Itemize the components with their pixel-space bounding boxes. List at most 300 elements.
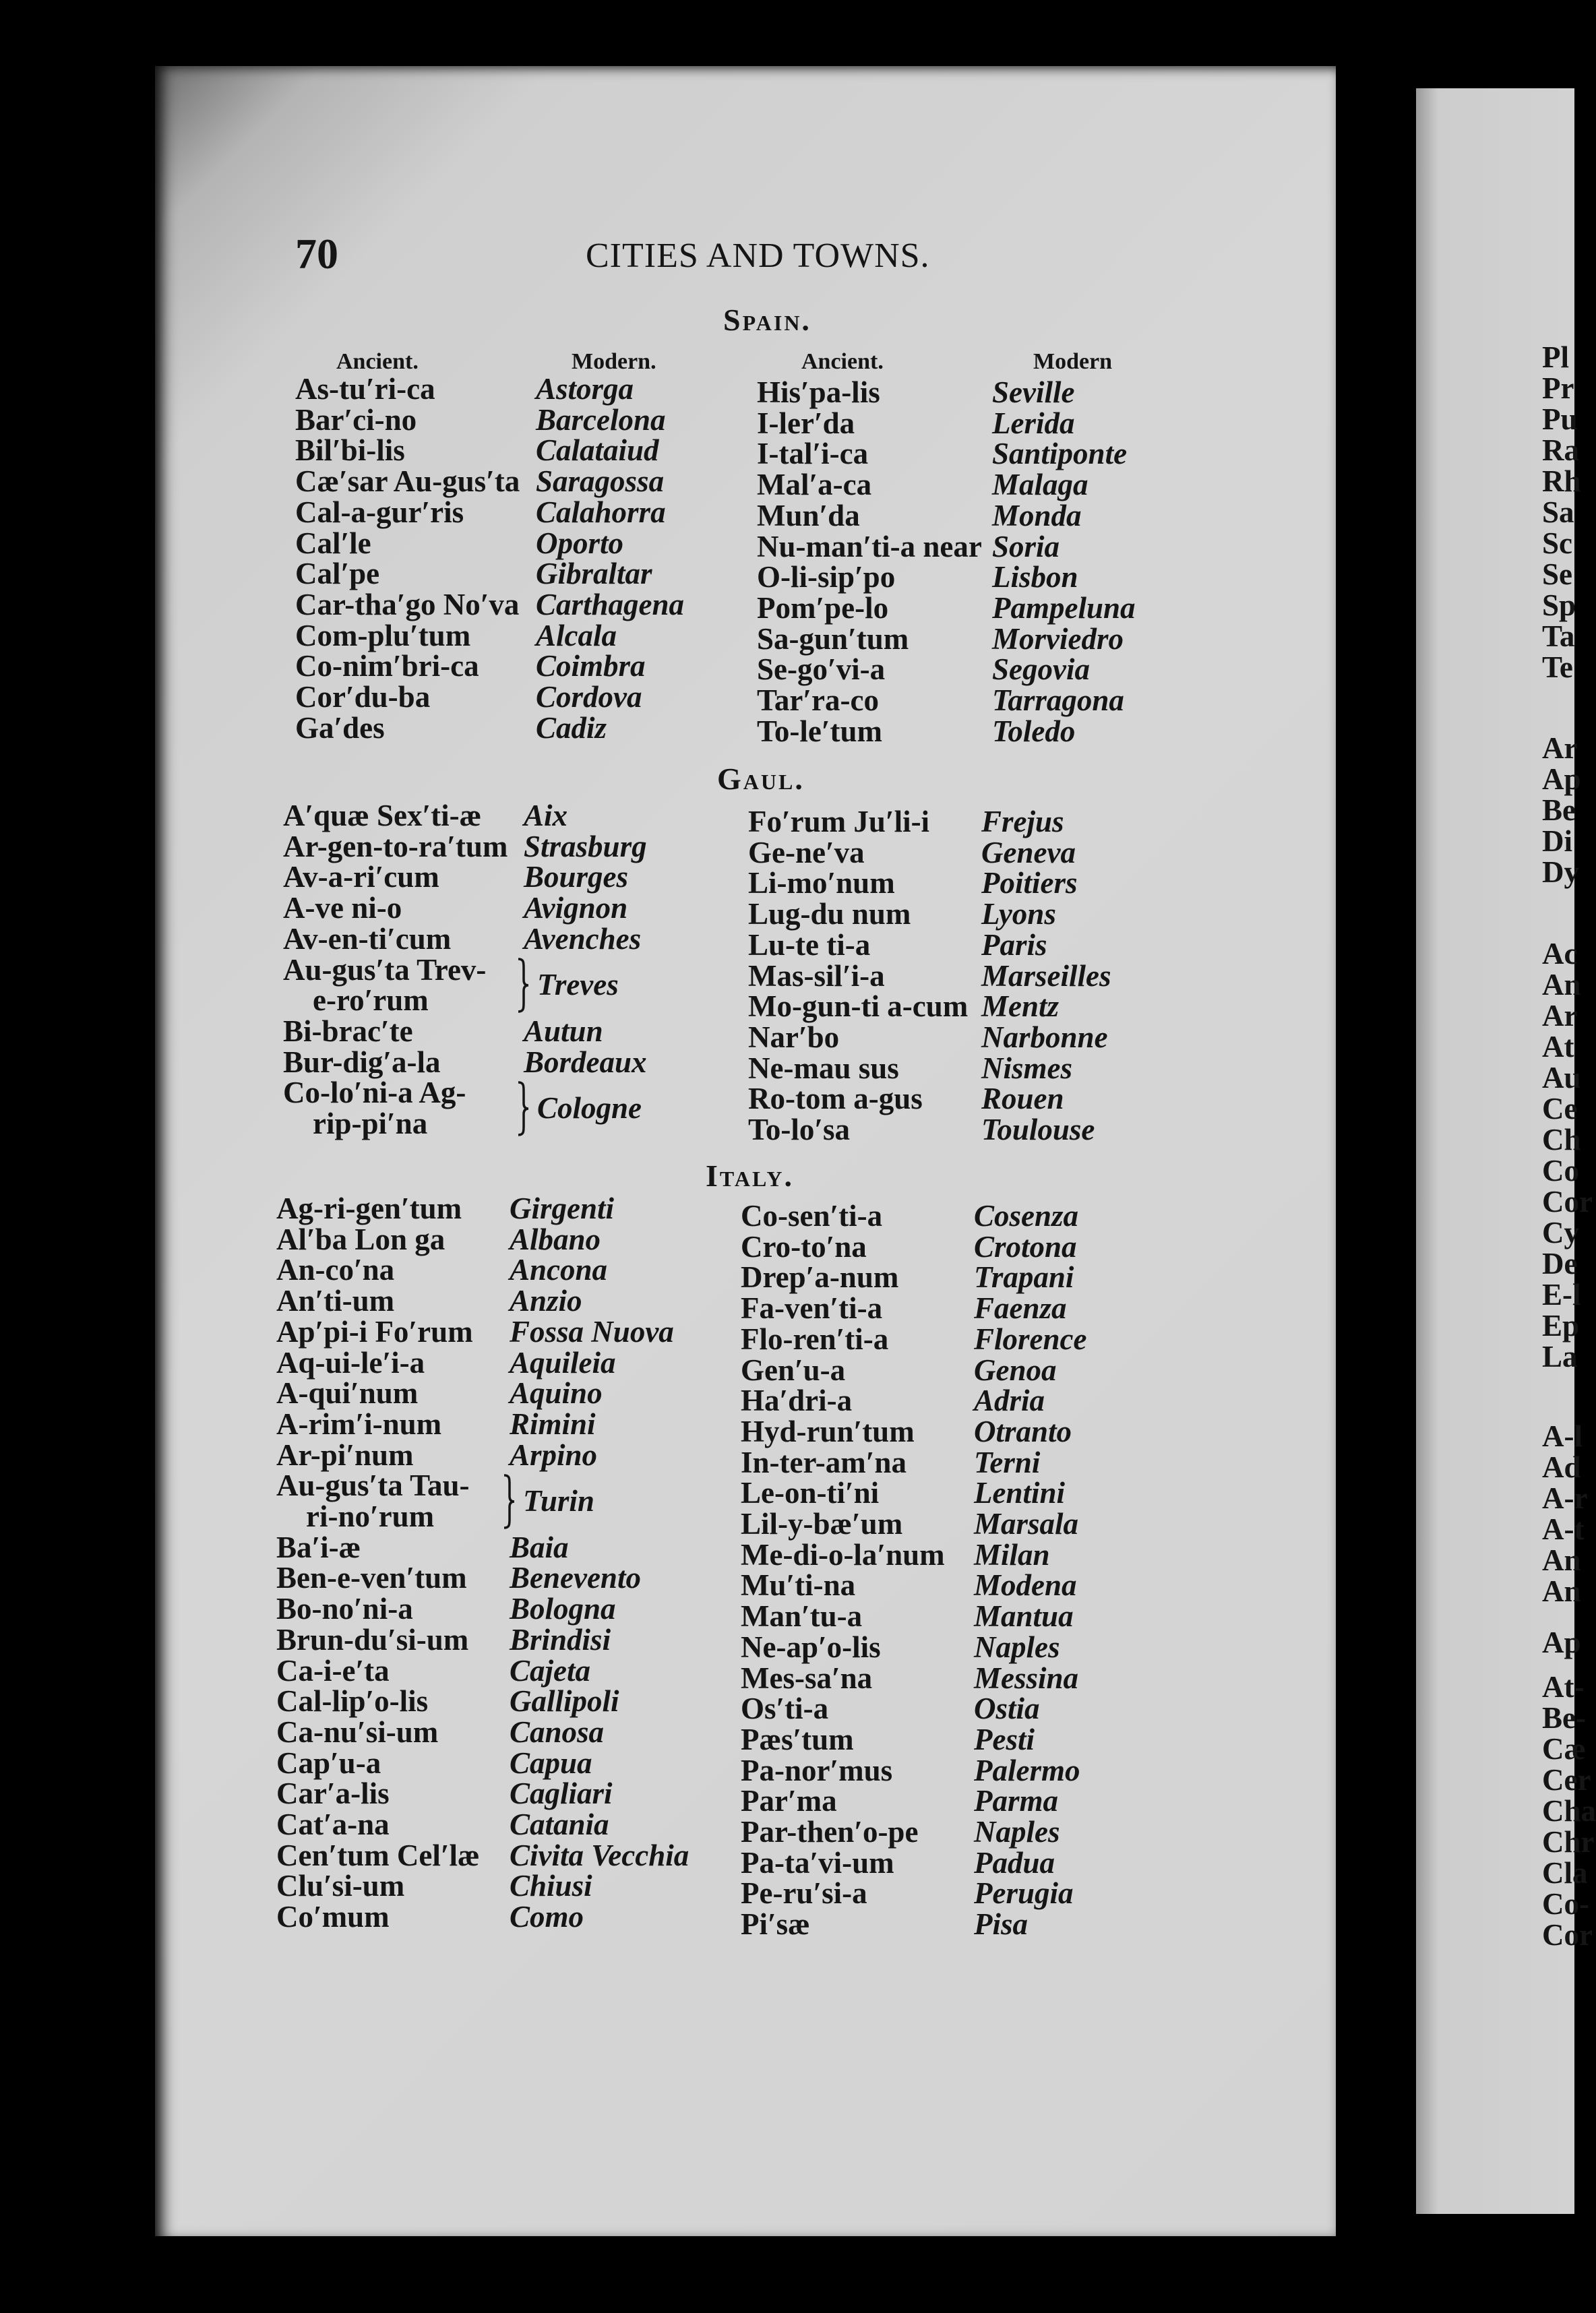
ancient-name: e-ro′rum bbox=[313, 983, 429, 1018]
ancient-cell bbox=[276, 1440, 510, 1471]
ancient-name: Pa-nor′mus bbox=[741, 1753, 893, 1787]
ancient-cell bbox=[741, 1817, 974, 1848]
ancient-name: Ro-tom a-gus bbox=[748, 1082, 923, 1116]
entry-row bbox=[741, 1262, 1086, 1293]
modern-cell bbox=[510, 1286, 582, 1317]
modern-cell bbox=[510, 1810, 609, 1841]
ancient-name: Ba′i-æ bbox=[276, 1530, 361, 1564]
modern-cell bbox=[981, 1084, 1064, 1115]
entry-row bbox=[741, 1478, 1086, 1509]
ancient-cell bbox=[276, 1810, 510, 1841]
ancient-cell bbox=[741, 1722, 974, 1756]
entry-row bbox=[741, 1722, 1086, 1756]
modern-name: Saragossa bbox=[536, 464, 665, 499]
entry-row bbox=[276, 1748, 689, 1779]
facing-page-fragment: Cla bbox=[1542, 1856, 1588, 1890]
modern-cell bbox=[974, 1324, 1086, 1355]
modern-cell bbox=[536, 710, 607, 745]
entry-row bbox=[276, 1594, 689, 1625]
ancient-cell bbox=[757, 377, 992, 408]
modern-cell bbox=[974, 1509, 1078, 1540]
entry-row bbox=[757, 621, 1136, 656]
ancient-cell bbox=[295, 402, 536, 437]
ancient-cell bbox=[295, 710, 536, 745]
modern-name: Genoa bbox=[974, 1353, 1057, 1387]
modern-name: Gallipoli bbox=[510, 1684, 619, 1719]
ancient-cell bbox=[276, 1530, 510, 1564]
entry-row bbox=[276, 1622, 689, 1657]
ancient-cell bbox=[741, 1478, 974, 1509]
modern-cell bbox=[992, 439, 1127, 470]
ancient-cell bbox=[295, 682, 536, 713]
entry-row bbox=[741, 1909, 1086, 1940]
modern-name: Baia bbox=[510, 1530, 569, 1564]
modern-cell bbox=[536, 374, 634, 405]
modern-cell bbox=[992, 377, 1074, 408]
entry-row bbox=[295, 402, 684, 437]
ancient-name: Pa-ta′vi-um bbox=[741, 1845, 894, 1880]
ancient-name: Brun-du′si-um bbox=[276, 1622, 469, 1657]
ancient-cell bbox=[741, 1445, 974, 1479]
modern-cell bbox=[536, 587, 685, 621]
ancient-cell bbox=[276, 1902, 510, 1933]
modern-name: Benevento bbox=[510, 1561, 641, 1595]
modern-cell bbox=[510, 1748, 592, 1779]
entry-row bbox=[295, 587, 685, 621]
ancient-name: A-ve ni-o bbox=[283, 891, 402, 925]
facing-page-fragment: Ta bbox=[1542, 619, 1575, 653]
entry-row bbox=[276, 1345, 689, 1380]
facing-page-group bbox=[1542, 733, 1581, 888]
modern-cell bbox=[524, 829, 647, 863]
entry-row bbox=[741, 1355, 1086, 1386]
ancient-name: Ne-mau sus bbox=[748, 1051, 899, 1085]
ancient-cell bbox=[741, 1537, 974, 1572]
modern-name: Adria bbox=[974, 1384, 1045, 1418]
entry-row bbox=[295, 682, 684, 713]
modern-name: Marsala bbox=[974, 1507, 1079, 1541]
modern-name: Capua bbox=[510, 1746, 592, 1780]
ancient-name: To-lo′sa bbox=[748, 1113, 851, 1147]
entry-row bbox=[276, 1686, 689, 1717]
ancient-name: Co-sen′ti-a bbox=[741, 1199, 883, 1233]
ancient-cell bbox=[276, 1622, 510, 1657]
ancient-name: A-qui′num bbox=[276, 1376, 419, 1411]
modern-name: Seville bbox=[992, 375, 1075, 409]
modern-name: Lentini bbox=[974, 1476, 1066, 1510]
modern-name: Malaga bbox=[992, 468, 1088, 502]
entry-row bbox=[276, 1314, 689, 1349]
entry-row bbox=[741, 1663, 1086, 1694]
ancient-cell bbox=[276, 1717, 510, 1748]
ancient-cell bbox=[757, 590, 992, 625]
facing-page-group bbox=[1542, 938, 1593, 1372]
facing-page-fragment: Ra bbox=[1542, 433, 1579, 467]
facing-page-fragment: Pu bbox=[1542, 402, 1578, 436]
ancient-name: Ap′pi-i Fo′rum bbox=[276, 1314, 473, 1349]
section-title-gaul: Gaul. bbox=[717, 762, 805, 796]
entry-row bbox=[276, 1409, 689, 1440]
ancient-name: Sa-gun′tum bbox=[757, 621, 909, 656]
entry-row bbox=[748, 1022, 1111, 1053]
modern-name: Parma bbox=[974, 1784, 1059, 1818]
modern-name: Cagliari bbox=[510, 1777, 613, 1811]
ancient-cell bbox=[283, 1078, 524, 1139]
ancient-name: Tar′ra-co bbox=[757, 683, 879, 718]
facing-page-fragment: Ch bbox=[1542, 1123, 1581, 1156]
ancient-name: Cro-to′na bbox=[741, 1229, 867, 1264]
modern-name: Astorga bbox=[536, 372, 634, 406]
entry-row bbox=[276, 1717, 689, 1748]
modern-name: Naples bbox=[974, 1815, 1060, 1849]
modern-cell bbox=[974, 1537, 1050, 1572]
facing-page-fragment: At bbox=[1542, 1030, 1574, 1063]
facing-page-fragment: Sp bbox=[1542, 588, 1576, 622]
facing-page-fragment: Cy bbox=[1542, 1216, 1579, 1250]
ancient-cell bbox=[741, 1262, 974, 1293]
modern-cell bbox=[510, 1622, 611, 1657]
ancient-name: Aq-ui-le′i-a bbox=[276, 1345, 425, 1380]
modern-name: Milan bbox=[974, 1537, 1050, 1572]
ancient-cell bbox=[741, 1694, 974, 1725]
modern-cell bbox=[992, 590, 1136, 625]
modern-cell bbox=[510, 1717, 604, 1748]
gaul-list-right bbox=[748, 807, 1111, 1146]
modern-name: Tarragona bbox=[992, 683, 1124, 718]
entry-row bbox=[741, 1509, 1086, 1540]
facing-page-fragment: Ad bbox=[1542, 1450, 1581, 1484]
ancient-cell bbox=[741, 1509, 974, 1540]
modern-name: Arpino bbox=[510, 1438, 598, 1472]
modern-cell bbox=[974, 1817, 1060, 1848]
entry-row bbox=[757, 470, 1136, 501]
modern-name: Rouen bbox=[981, 1082, 1064, 1116]
modern-name: Brindisi bbox=[510, 1622, 611, 1657]
modern-cell bbox=[510, 1871, 592, 1902]
ancient-cell bbox=[276, 1838, 510, 1872]
column-header-modern: Modern bbox=[1033, 349, 1113, 374]
ancient-name: Cap′u-a bbox=[276, 1746, 381, 1780]
modern-cell bbox=[524, 1078, 642, 1139]
ancient-name: Pe-ru′si-a bbox=[741, 1876, 867, 1911]
ancient-cell bbox=[276, 1409, 510, 1440]
facing-page-fragment: At- bbox=[1542, 1670, 1585, 1704]
ancient-cell bbox=[757, 562, 992, 593]
ancient-name: Cor′du-ba bbox=[295, 680, 431, 714]
ancient-name: Av-en-ti′cum bbox=[283, 921, 452, 956]
modern-cell bbox=[992, 529, 1060, 563]
modern-cell bbox=[981, 899, 1056, 930]
page-number: 70 bbox=[295, 230, 338, 278]
ancient-name: Al′ba Lon ga bbox=[276, 1222, 446, 1256]
ancient-name: Ga′des bbox=[295, 710, 385, 745]
ancient-name: Clu′si-um bbox=[276, 1869, 405, 1903]
modern-cell bbox=[974, 1262, 1074, 1293]
entry-row bbox=[276, 1563, 689, 1594]
ancient-name: Cæ′sar Au-gus′ta bbox=[295, 464, 520, 499]
entry-row bbox=[295, 528, 684, 559]
ancient-cell bbox=[276, 1378, 510, 1409]
ancient-name: Cal-lip′o-lis bbox=[276, 1684, 429, 1719]
entry-row bbox=[741, 1878, 1086, 1909]
modern-cell bbox=[510, 1686, 619, 1717]
modern-cell bbox=[974, 1694, 1040, 1725]
ancient-cell bbox=[757, 529, 992, 563]
modern-name: Trapani bbox=[974, 1260, 1074, 1295]
ancient-name: Ar-gen-to-ra′tum bbox=[283, 829, 508, 863]
ancient-cell bbox=[741, 1663, 974, 1694]
ancient-cell bbox=[748, 1022, 981, 1053]
modern-name: Nismes bbox=[981, 1051, 1072, 1085]
entry-row bbox=[741, 1753, 1086, 1787]
modern-name: Cajeta bbox=[510, 1653, 590, 1688]
modern-cell bbox=[992, 562, 1078, 593]
ancient-cell bbox=[757, 470, 992, 501]
ancient-cell bbox=[741, 1355, 974, 1386]
modern-name: Cologne bbox=[537, 1091, 642, 1125]
ancient-cell bbox=[276, 1653, 510, 1688]
ancient-cell bbox=[276, 1748, 510, 1779]
ancient-cell bbox=[295, 587, 536, 621]
ancient-cell bbox=[295, 435, 536, 466]
ancient-name: I-ler′da bbox=[757, 406, 855, 440]
facing-page-fragment: La bbox=[1542, 1340, 1578, 1374]
facing-page-fragment: A-l bbox=[1542, 1419, 1583, 1453]
facing-page-group bbox=[1542, 1671, 1596, 1950]
entry-row bbox=[283, 1016, 647, 1047]
entry-row bbox=[276, 1902, 689, 1933]
entry-row bbox=[276, 1838, 689, 1872]
modern-name: Turin bbox=[523, 1484, 594, 1518]
ancient-name: Le-on-ti′ni bbox=[741, 1476, 880, 1510]
column-header-ancient: Ancient. bbox=[801, 349, 884, 374]
ancient-name: Flo-ren′ti-a bbox=[741, 1322, 889, 1356]
facing-page-fragment: Au bbox=[1542, 1061, 1581, 1094]
modern-name: Chiusi bbox=[510, 1869, 592, 1903]
ancient-name: Gen′u-a bbox=[741, 1353, 846, 1387]
modern-cell bbox=[536, 559, 652, 590]
modern-name: Oporto bbox=[536, 526, 624, 560]
ancient-cell bbox=[283, 1016, 524, 1047]
ancient-cell bbox=[283, 921, 524, 956]
modern-name: Mentz bbox=[981, 989, 1060, 1024]
ancient-name: Com-plu′tum bbox=[295, 618, 471, 652]
ancient-name: Co′mum bbox=[276, 1900, 390, 1934]
entry-row bbox=[741, 1229, 1086, 1264]
ancient-cell bbox=[283, 829, 524, 863]
ancient-cell bbox=[276, 1255, 510, 1286]
ancient-name: Mas-sil′i-a bbox=[748, 958, 885, 993]
modern-name: Marseilles bbox=[981, 958, 1111, 993]
ancient-name: O-li-sip′po bbox=[757, 560, 896, 594]
ancient-cell bbox=[757, 621, 992, 656]
modern-name: Toulouse bbox=[981, 1113, 1095, 1147]
modern-cell bbox=[974, 1229, 1077, 1264]
modern-cell bbox=[510, 1409, 596, 1440]
facing-page-fragment: Ar bbox=[1542, 999, 1578, 1032]
ancient-cell bbox=[276, 1563, 510, 1594]
modern-name: Cosenza bbox=[974, 1199, 1079, 1233]
modern-name: Terni bbox=[974, 1445, 1041, 1479]
modern-cell bbox=[536, 466, 664, 497]
ancient-cell bbox=[741, 1601, 974, 1632]
ancient-cell bbox=[295, 559, 536, 590]
ancient-name: Pom′pe-lo bbox=[757, 590, 889, 625]
ancient-name: Par′ma bbox=[741, 1784, 837, 1818]
facing-page-fragment: Ce bbox=[1542, 1092, 1578, 1125]
entry-row bbox=[276, 1810, 689, 1841]
entry-row bbox=[748, 868, 1111, 899]
modern-cell bbox=[981, 868, 1078, 899]
modern-cell bbox=[974, 1570, 1077, 1601]
entry-row bbox=[741, 1786, 1086, 1817]
modern-name: Florence bbox=[974, 1322, 1087, 1356]
ancient-name: Bo-no′ni-a bbox=[276, 1592, 413, 1626]
modern-cell bbox=[510, 1471, 594, 1532]
ancient-name: Mal′a-ca bbox=[757, 468, 872, 502]
modern-name: Civita Vecchia bbox=[510, 1838, 689, 1872]
modern-name: Catania bbox=[510, 1808, 609, 1842]
ancient-cell bbox=[283, 952, 524, 1018]
modern-name: Messina bbox=[974, 1661, 1079, 1695]
ancient-name: Os′ti-a bbox=[741, 1692, 829, 1726]
modern-name: Coimbra bbox=[536, 649, 646, 683]
facing-page-fragment: Co- bbox=[1542, 1887, 1589, 1921]
ancient-name: As-tu′ri-ca bbox=[295, 372, 435, 406]
entry-row bbox=[757, 716, 1136, 747]
ancient-cell bbox=[741, 1201, 974, 1232]
modern-name: Bologna bbox=[510, 1592, 616, 1626]
modern-name: Calataiud bbox=[536, 433, 659, 468]
modern-name: Lisbon bbox=[992, 560, 1078, 594]
modern-name: Autun bbox=[524, 1014, 603, 1048]
modern-name: Rimini bbox=[510, 1407, 596, 1441]
entry-row bbox=[757, 529, 1136, 563]
entry-row bbox=[741, 1386, 1086, 1417]
facing-page-fragment: Se bbox=[1542, 557, 1572, 591]
ancient-cell bbox=[748, 835, 981, 869]
ancient-cell bbox=[757, 439, 992, 470]
section-title-italy: Italy. bbox=[706, 1159, 794, 1193]
entry-row bbox=[741, 1845, 1086, 1880]
ancient-name: Lu-te ti-a bbox=[748, 927, 871, 962]
ancient-name: Co-lo′ni-a Ag- bbox=[283, 1076, 466, 1110]
modern-cell bbox=[974, 1878, 1074, 1909]
entry-row bbox=[295, 497, 684, 528]
modern-name: Albano bbox=[510, 1222, 601, 1256]
ancient-name: Car′a-lis bbox=[276, 1777, 390, 1811]
ancient-name: Man′tu-a bbox=[741, 1599, 863, 1634]
modern-cell bbox=[510, 1345, 616, 1380]
modern-cell bbox=[981, 1022, 1108, 1053]
ancient-cell bbox=[741, 1229, 974, 1264]
modern-cell bbox=[992, 621, 1124, 656]
facing-page-fragment: Cor bbox=[1542, 1185, 1593, 1219]
modern-cell bbox=[536, 435, 659, 466]
entry-row bbox=[741, 1201, 1086, 1232]
ancient-name: Bur-dig′a-la bbox=[283, 1045, 441, 1079]
modern-cell bbox=[974, 1386, 1045, 1417]
ancient-name: Hyd-run′tum bbox=[741, 1414, 915, 1448]
modern-cell bbox=[974, 1722, 1035, 1756]
ancient-cell bbox=[295, 497, 536, 528]
modern-cell bbox=[524, 801, 567, 832]
entry-row bbox=[283, 801, 647, 832]
facing-page-fragment: Ap bbox=[1542, 762, 1581, 796]
ancient-cell bbox=[748, 991, 981, 1022]
modern-cell bbox=[510, 1378, 603, 1409]
modern-name: Canosa bbox=[510, 1715, 605, 1749]
modern-name: Palermo bbox=[974, 1753, 1080, 1787]
ancient-cell bbox=[741, 1570, 974, 1601]
modern-cell bbox=[510, 1902, 584, 1933]
ancient-name: Pi′sæ bbox=[741, 1907, 810, 1942]
ancient-cell bbox=[276, 1779, 510, 1810]
modern-cell bbox=[510, 1838, 689, 1872]
entry-row bbox=[276, 1530, 689, 1564]
running-head: CITIES AND TOWNS. bbox=[586, 237, 930, 275]
ancient-name: An-co′na bbox=[276, 1253, 395, 1287]
ancient-name: Ag-ri-gen′tum bbox=[276, 1192, 462, 1225]
ancient-name: Mo-gun-ti a-cum bbox=[748, 989, 969, 1024]
entry-row bbox=[748, 927, 1111, 962]
modern-cell bbox=[974, 1293, 1067, 1324]
modern-cell bbox=[524, 1016, 603, 1047]
ancient-name: A′quæ Sex′ti-æ bbox=[283, 799, 482, 832]
modern-name: Segovia bbox=[992, 652, 1090, 687]
modern-cell bbox=[992, 716, 1075, 747]
modern-cell bbox=[510, 1222, 601, 1256]
facing-page-fragment: An bbox=[1542, 1543, 1581, 1577]
facing-page-fragment: Ap bbox=[1542, 1626, 1581, 1659]
modern-cell bbox=[974, 1663, 1078, 1694]
facing-page-fragment: Cer bbox=[1542, 1763, 1591, 1797]
facing-page-fragment: Ep bbox=[1542, 1309, 1580, 1343]
modern-cell bbox=[981, 991, 1059, 1022]
entry-row bbox=[295, 466, 684, 497]
ancient-name: Par-then′o-pe bbox=[741, 1815, 919, 1849]
modern-cell bbox=[524, 893, 627, 924]
ancient-cell bbox=[741, 1753, 974, 1787]
modern-name: Barcelona bbox=[536, 402, 666, 437]
facing-page-fragment: Chr bbox=[1542, 1825, 1595, 1859]
modern-name: Calahorra bbox=[536, 495, 666, 529]
book-page bbox=[155, 66, 1336, 2236]
modern-name: Como bbox=[510, 1900, 584, 1934]
modern-cell bbox=[974, 1632, 1060, 1663]
entry-row bbox=[748, 835, 1111, 869]
facing-page-fragment: A-t bbox=[1542, 1512, 1585, 1546]
ancient-name: Cat′a-na bbox=[276, 1808, 390, 1842]
modern-cell bbox=[974, 1601, 1074, 1632]
modern-name: Bordeaux bbox=[524, 1045, 647, 1079]
modern-name: Pisa bbox=[974, 1907, 1029, 1942]
entry-row bbox=[295, 374, 684, 405]
entry-row bbox=[748, 1084, 1111, 1115]
entry-row bbox=[741, 1570, 1086, 1601]
ancient-name: Av-a-ri′cum bbox=[283, 860, 439, 894]
facing-page-fragment: Dy bbox=[1542, 855, 1579, 889]
modern-cell bbox=[992, 654, 1090, 685]
modern-name: Alcala bbox=[536, 618, 617, 652]
ancient-name: Au-gus′ta Trev- bbox=[283, 952, 487, 987]
modern-cell bbox=[974, 1478, 1065, 1509]
ancient-name: Drep′a-num bbox=[741, 1260, 899, 1295]
modern-cell bbox=[974, 1845, 1055, 1880]
facing-page-fragment: An bbox=[1542, 1574, 1581, 1608]
column-header-ancient: Ancient. bbox=[336, 349, 419, 374]
entry-row bbox=[748, 899, 1111, 930]
